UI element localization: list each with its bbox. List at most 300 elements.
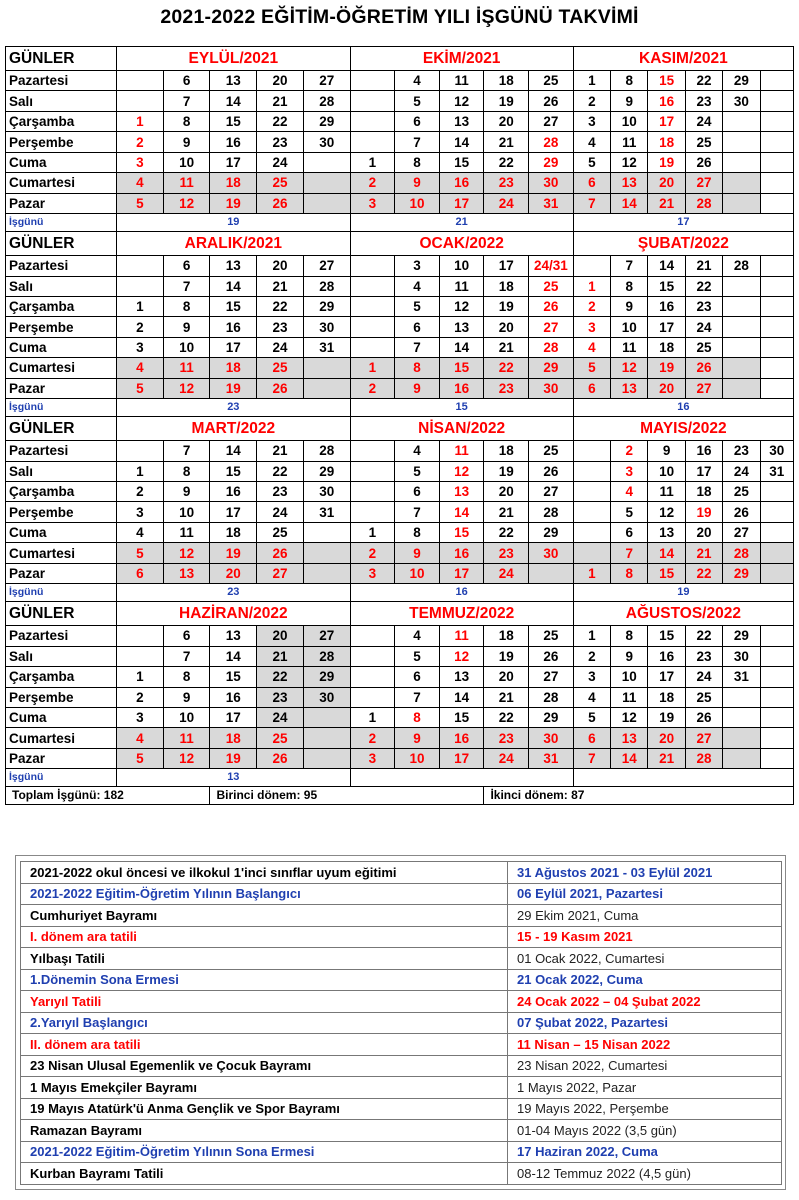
date-cell: 10 — [611, 111, 648, 131]
event-date: 24 Ocak 2022 – 04 Şubat 2022 — [508, 991, 782, 1013]
date-cell: 13 — [611, 728, 648, 748]
date-cell — [573, 441, 610, 461]
date-cell: 25 — [723, 482, 760, 502]
date-cell: 8 — [395, 522, 440, 542]
date-cell: 1 — [573, 563, 610, 583]
date-cell: 17 — [484, 256, 529, 276]
day-row — [6, 193, 794, 213]
date-cell — [760, 667, 793, 687]
date-cell: 2 — [350, 728, 395, 748]
day-row — [6, 276, 794, 296]
date-cell: 3 — [350, 748, 395, 768]
date-cell: 6 — [163, 256, 210, 276]
day-row — [6, 296, 794, 316]
date-cell — [350, 461, 395, 481]
date-cell: 10 — [163, 337, 210, 357]
date-cell: 22 — [484, 152, 529, 172]
event-date: 29 Ekim 2021, Cuma — [508, 905, 782, 927]
date-cell: 21 — [257, 276, 304, 296]
date-cell — [760, 482, 793, 502]
date-cell: 27 — [529, 317, 574, 337]
date-cell: 16 — [648, 646, 685, 666]
month-header-row — [6, 602, 794, 626]
date-cell: 9 — [163, 687, 210, 707]
date-cell: 24 — [685, 667, 722, 687]
date-cell: 22 — [257, 296, 304, 316]
date-cell: 30 — [529, 378, 574, 398]
date-cell: 16 — [439, 728, 484, 748]
event-date: 15 - 19 Kasım 2021 — [508, 926, 782, 948]
date-cell: 4 — [117, 522, 164, 542]
date-cell: 24 — [685, 317, 722, 337]
date-cell: 23 — [257, 132, 304, 152]
date-cell: 18 — [484, 71, 529, 91]
event-row — [21, 1034, 782, 1056]
month-title: OCAK/2022 — [350, 232, 573, 256]
date-cell — [303, 193, 350, 213]
day-row — [6, 173, 794, 193]
second-term-total: İkinci dönem: 87 — [484, 787, 794, 805]
calendar-body — [6, 47, 794, 805]
date-cell — [760, 276, 793, 296]
date-cell: 22 — [257, 111, 304, 131]
day-name: Cumartesi — [6, 543, 117, 563]
date-cell — [350, 441, 395, 461]
isgunu-row — [6, 769, 794, 787]
date-cell: 20 — [257, 626, 304, 646]
date-cell: 12 — [611, 358, 648, 378]
date-cell: 26 — [685, 358, 722, 378]
date-cell: 2 — [117, 482, 164, 502]
date-cell — [573, 461, 610, 481]
date-cell: 11 — [163, 728, 210, 748]
date-cell — [350, 502, 395, 522]
date-cell: 2 — [117, 132, 164, 152]
day-row — [6, 502, 794, 522]
event-row — [21, 1077, 782, 1099]
isgunu-value: 16 — [573, 399, 793, 417]
date-cell: 31 — [303, 502, 350, 522]
date-cell: 30 — [723, 646, 760, 666]
date-cell: 21 — [257, 91, 304, 111]
date-cell: 4 — [573, 132, 610, 152]
date-cell: 1 — [573, 71, 610, 91]
date-cell: 19 — [484, 91, 529, 111]
date-cell — [303, 728, 350, 748]
date-cell: 22 — [685, 276, 722, 296]
date-cell: 26 — [529, 91, 574, 111]
days-header: GÜNLER — [6, 47, 117, 71]
date-cell — [760, 71, 793, 91]
date-cell: 27 — [303, 71, 350, 91]
date-cell: 25 — [685, 337, 722, 357]
date-cell: 29 — [303, 461, 350, 481]
total-workdays: Toplam İşgünü: 182 — [6, 787, 210, 805]
month-title: TEMMUZ/2022 — [350, 602, 573, 626]
date-cell: 2 — [117, 317, 164, 337]
date-cell: 5 — [117, 543, 164, 563]
date-cell — [350, 687, 395, 707]
date-cell: 12 — [648, 502, 685, 522]
date-cell: 22 — [685, 71, 722, 91]
date-cell: 12 — [439, 91, 484, 111]
date-cell: 4 — [395, 441, 440, 461]
date-cell: 15 — [648, 71, 685, 91]
date-cell: 5 — [117, 748, 164, 768]
date-cell: 7 — [611, 256, 648, 276]
date-cell: 2 — [573, 296, 610, 316]
date-cell: 9 — [611, 646, 648, 666]
date-cell: 21 — [648, 193, 685, 213]
date-cell: 6 — [117, 563, 164, 583]
date-cell: 17 — [685, 461, 722, 481]
date-cell: 13 — [210, 256, 257, 276]
date-cell: 20 — [210, 563, 257, 583]
date-cell: 28 — [685, 193, 722, 213]
date-cell: 2 — [350, 378, 395, 398]
day-name: Çarşamba — [6, 667, 117, 687]
day-row — [6, 256, 794, 276]
event-date: 31 Ağustos 2021 - 03 Eylül 2021 — [508, 862, 782, 884]
date-cell: 31 — [529, 193, 574, 213]
date-cell: 26 — [257, 193, 304, 213]
event-row — [21, 991, 782, 1013]
event-name: 2021-2022 Eğitim-Öğretim Yılının Sona Ermesi — [21, 1141, 508, 1163]
date-cell — [350, 317, 395, 337]
date-cell: 11 — [611, 132, 648, 152]
date-cell: 3 — [573, 111, 610, 131]
day-name: Cuma — [6, 707, 117, 727]
date-cell: 9 — [163, 132, 210, 152]
date-cell: 22 — [484, 707, 529, 727]
day-row — [6, 563, 794, 583]
isgunu-row — [6, 584, 794, 602]
month-title: MAYIS/2022 — [573, 417, 793, 441]
date-cell: 26 — [257, 543, 304, 563]
isgunu-value: 19 — [573, 584, 793, 602]
date-cell: 28 — [529, 687, 574, 707]
date-cell — [350, 667, 395, 687]
date-cell — [760, 111, 793, 131]
date-cell — [350, 111, 395, 131]
event-date: 19 Mayıs 2022, Perşembe — [508, 1098, 782, 1120]
date-cell: 1 — [350, 707, 395, 727]
date-cell: 30 — [529, 543, 574, 563]
date-cell: 11 — [439, 441, 484, 461]
day-name: Pazartesi — [6, 626, 117, 646]
date-cell: 23 — [257, 482, 304, 502]
date-cell — [350, 276, 395, 296]
event-name: I. dönem ara tatili — [21, 926, 508, 948]
day-name: Pazar — [6, 193, 117, 213]
date-cell: 28 — [303, 441, 350, 461]
date-cell: 27 — [723, 522, 760, 542]
event-row — [21, 1163, 782, 1185]
date-cell: 22 — [257, 667, 304, 687]
date-cell: 16 — [210, 687, 257, 707]
date-cell: 14 — [439, 132, 484, 152]
page-title: 2021-2022 EĞİTİM-ÖĞRETİM YILI İŞGÜNÜ TAKVİMİ — [160, 6, 639, 28]
event-date: 08-12 Temmuz 2022 (4,5 gün) — [508, 1163, 782, 1185]
date-cell: 23 — [257, 687, 304, 707]
date-cell: 7 — [611, 543, 648, 563]
date-cell: 4 — [395, 71, 440, 91]
date-cell: 25 — [529, 71, 574, 91]
date-cell: 27 — [303, 626, 350, 646]
date-cell — [760, 707, 793, 727]
date-cell — [350, 646, 395, 666]
date-cell: 8 — [163, 461, 210, 481]
date-cell — [723, 378, 760, 398]
date-cell: 7 — [163, 646, 210, 666]
date-cell: 28 — [723, 256, 760, 276]
date-cell: 4 — [611, 482, 648, 502]
date-cell: 17 — [439, 193, 484, 213]
event-name: II. dönem ara tatili — [21, 1034, 508, 1056]
month-title: ARALIK/2021 — [117, 232, 351, 256]
date-cell: 15 — [439, 707, 484, 727]
date-cell: 25 — [257, 522, 304, 542]
date-cell: 20 — [484, 667, 529, 687]
day-row — [6, 543, 794, 563]
isgunu-value: 15 — [350, 399, 573, 417]
day-name: Perşembe — [6, 132, 117, 152]
date-cell: 25 — [257, 358, 304, 378]
date-cell: 14 — [611, 193, 648, 213]
date-cell: 3 — [573, 667, 610, 687]
isgunu-label: İşgünü — [6, 399, 117, 417]
date-cell: 29 — [723, 71, 760, 91]
date-cell: 3 — [117, 502, 164, 522]
date-cell: 31 — [529, 748, 574, 768]
date-cell: 9 — [163, 482, 210, 502]
date-cell: 2 — [117, 687, 164, 707]
date-cell — [760, 522, 793, 542]
date-cell — [723, 748, 760, 768]
date-cell: 29 — [529, 152, 574, 172]
date-cell: 30 — [303, 132, 350, 152]
date-cell: 6 — [395, 667, 440, 687]
date-cell: 30 — [303, 317, 350, 337]
date-cell: 28 — [303, 91, 350, 111]
date-cell: 20 — [257, 256, 304, 276]
date-cell: 27 — [529, 482, 574, 502]
date-cell: 1 — [350, 152, 395, 172]
day-name: Salı — [6, 91, 117, 111]
day-name: Salı — [6, 646, 117, 666]
date-cell: 31 — [760, 461, 793, 481]
day-name: Perşembe — [6, 317, 117, 337]
date-cell: 9 — [611, 296, 648, 316]
date-cell: 11 — [439, 276, 484, 296]
date-cell: 11 — [163, 522, 210, 542]
date-cell — [303, 543, 350, 563]
date-cell: 4 — [573, 687, 610, 707]
date-cell: 11 — [611, 337, 648, 357]
date-cell: 10 — [395, 563, 440, 583]
date-cell: 5 — [611, 502, 648, 522]
date-cell: 18 — [210, 728, 257, 748]
date-cell: 12 — [611, 707, 648, 727]
date-cell: 8 — [611, 276, 648, 296]
date-cell: 1 — [350, 358, 395, 378]
month-title: KASIM/2021 — [573, 47, 793, 71]
date-cell: 10 — [163, 707, 210, 727]
date-cell — [760, 728, 793, 748]
isgunu-value: 23 — [117, 584, 351, 602]
events-table — [20, 861, 782, 1185]
date-cell: 8 — [395, 707, 440, 727]
date-cell: 7 — [395, 337, 440, 357]
date-cell: 1 — [117, 296, 164, 316]
date-cell: 15 — [439, 152, 484, 172]
event-name: 23 Nisan Ulusal Egemenlik ve Çocuk Bayramı — [21, 1055, 508, 1077]
date-cell: 14 — [210, 91, 257, 111]
totals-row — [6, 787, 794, 805]
date-cell: 29 — [529, 707, 574, 727]
date-cell: 8 — [395, 152, 440, 172]
date-cell: 10 — [648, 461, 685, 481]
day-name: Cuma — [6, 152, 117, 172]
date-cell: 20 — [484, 317, 529, 337]
date-cell: 6 — [611, 522, 648, 542]
date-cell: 6 — [395, 482, 440, 502]
date-cell: 11 — [439, 626, 484, 646]
date-cell: 16 — [439, 173, 484, 193]
date-cell: 17 — [210, 152, 257, 172]
date-cell: 27 — [529, 111, 574, 131]
date-cell: 18 — [210, 522, 257, 542]
date-cell — [350, 256, 395, 276]
day-name: Cumartesi — [6, 358, 117, 378]
date-cell: 9 — [395, 173, 440, 193]
date-cell: 19 — [484, 296, 529, 316]
date-cell: 30 — [303, 482, 350, 502]
date-cell: 10 — [395, 748, 440, 768]
date-cell: 24 — [723, 461, 760, 481]
event-date: 23 Nisan 2022, Cumartesi — [508, 1055, 782, 1077]
day-name: Cumartesi — [6, 728, 117, 748]
isgunu-value: 19 — [117, 214, 351, 232]
date-cell: 28 — [529, 502, 574, 522]
date-cell — [303, 152, 350, 172]
date-cell: 23 — [484, 173, 529, 193]
day-name: Pazar — [6, 563, 117, 583]
date-cell — [350, 626, 395, 646]
date-cell — [760, 317, 793, 337]
isgunu-value: 21 — [350, 214, 573, 232]
date-cell: 3 — [117, 152, 164, 172]
date-cell — [760, 296, 793, 316]
date-cell — [303, 522, 350, 542]
date-cell: 6 — [395, 317, 440, 337]
date-cell — [760, 193, 793, 213]
date-cell — [573, 482, 610, 502]
date-cell: 5 — [117, 193, 164, 213]
date-cell: 3 — [395, 256, 440, 276]
date-cell: 20 — [484, 482, 529, 502]
date-cell — [350, 337, 395, 357]
date-cell — [303, 378, 350, 398]
date-cell: 11 — [439, 71, 484, 91]
date-cell: 10 — [163, 152, 210, 172]
date-cell — [350, 296, 395, 316]
isgunu-value — [573, 769, 793, 787]
day-name: Pazartesi — [6, 441, 117, 461]
date-cell: 1 — [350, 522, 395, 542]
date-cell: 23 — [685, 91, 722, 111]
date-cell: 4 — [117, 358, 164, 378]
date-cell: 13 — [648, 522, 685, 542]
event-name: 1.Dönemin Sona Ermesi — [21, 969, 508, 991]
date-cell: 27 — [529, 667, 574, 687]
date-cell: 26 — [529, 296, 574, 316]
day-row — [6, 667, 794, 687]
date-cell: 20 — [257, 71, 304, 91]
date-cell: 28 — [723, 543, 760, 563]
date-cell — [760, 132, 793, 152]
event-date: 01 Ocak 2022, Cumartesi — [508, 948, 782, 970]
date-cell: 29 — [303, 111, 350, 131]
date-cell — [303, 748, 350, 768]
day-row — [6, 482, 794, 502]
date-cell: 4 — [573, 337, 610, 357]
date-cell: 12 — [439, 646, 484, 666]
date-cell — [760, 646, 793, 666]
date-cell: 8 — [163, 667, 210, 687]
date-cell: 29 — [723, 626, 760, 646]
date-cell: 12 — [163, 748, 210, 768]
date-cell: 3 — [117, 337, 164, 357]
date-cell: 22 — [484, 522, 529, 542]
day-name: Salı — [6, 461, 117, 481]
date-cell: 13 — [439, 317, 484, 337]
date-cell: 15 — [648, 626, 685, 646]
date-cell: 13 — [163, 563, 210, 583]
date-cell: 18 — [648, 337, 685, 357]
date-cell: 24 — [257, 337, 304, 357]
days-header: GÜNLER — [6, 417, 117, 441]
event-row — [21, 905, 782, 927]
date-cell: 6 — [573, 378, 610, 398]
date-cell: 18 — [648, 687, 685, 707]
date-cell: 2 — [350, 543, 395, 563]
date-cell: 14 — [439, 502, 484, 522]
date-cell: 27 — [685, 173, 722, 193]
month-header-row — [6, 417, 794, 441]
date-cell: 19 — [648, 358, 685, 378]
date-cell: 31 — [723, 667, 760, 687]
date-cell: 9 — [395, 728, 440, 748]
date-cell: 29 — [303, 296, 350, 316]
day-name: Çarşamba — [6, 482, 117, 502]
date-cell: 11 — [611, 687, 648, 707]
date-cell — [303, 358, 350, 378]
date-cell: 22 — [257, 461, 304, 481]
event-row — [21, 948, 782, 970]
date-cell: 30 — [529, 173, 574, 193]
date-cell: 9 — [648, 441, 685, 461]
date-cell: 21 — [484, 337, 529, 357]
date-cell — [723, 358, 760, 378]
date-cell — [117, 646, 164, 666]
date-cell: 5 — [395, 461, 440, 481]
date-cell: 19 — [648, 152, 685, 172]
events-body — [21, 862, 782, 1185]
date-cell: 17 — [210, 337, 257, 357]
date-cell: 3 — [573, 317, 610, 337]
date-cell: 1 — [573, 276, 610, 296]
